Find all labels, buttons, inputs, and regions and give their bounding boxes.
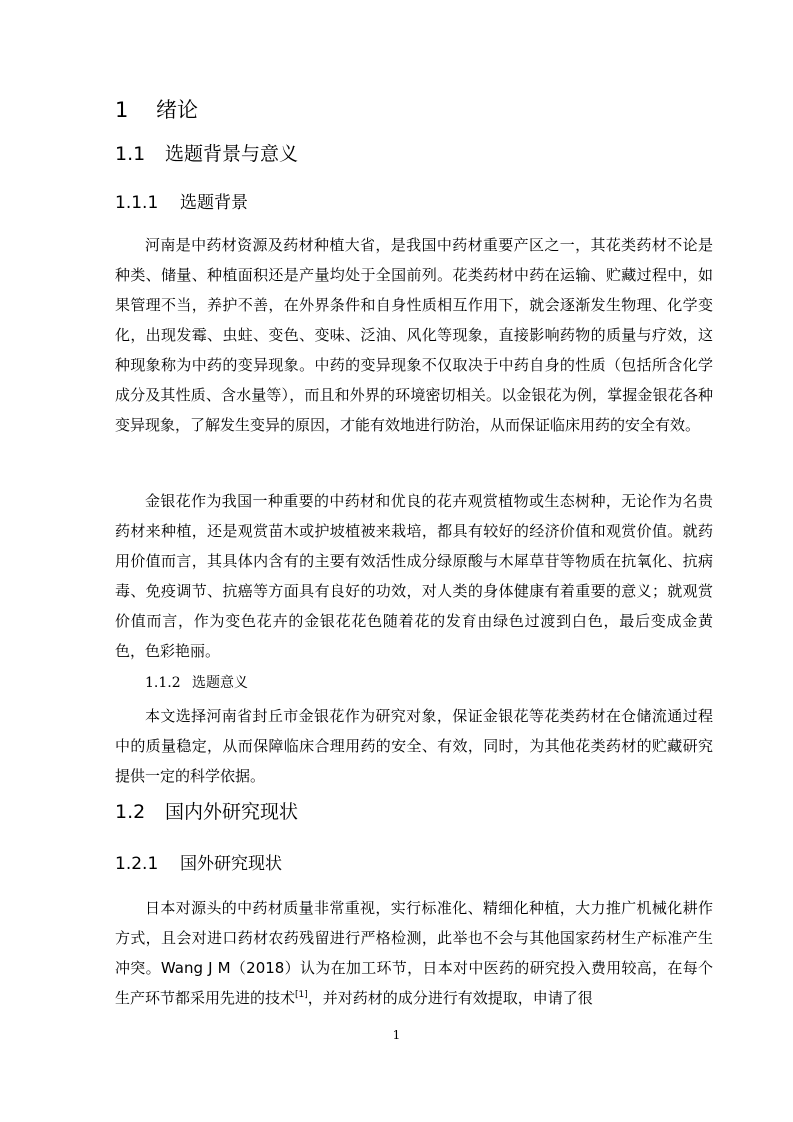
section-title: 选题背景与意义 [165,143,299,165]
subsection-heading-1-2-1 [115,849,282,874]
paragraph-foreign-research [115,893,713,1013]
paragraph-significance: 本文选择河南省封丘市金银花作为研究对象，保证金银花等花类药材在仓储流通过程中的质量稳定，从而保障临床合理用药的安全、有效，同时，为其他花类药材的贮藏研究提供一定的科学依据。 [115,707,713,785]
subsection-number: 1.2.1 [115,854,159,874]
subsection-title: 选题意义 [192,675,248,691]
subsection-number: 1.1.1 [115,193,159,213]
paragraph-text: 日本对源头的中药材质量非常重视，实行标准化、精细化种植，大力推广机械化耕作方式，且会对进口药材农药残留进行严格检测，此举也不会与其他国家药材生产标准产生冲突。Wang J M（2018）认为在加工环节，日本对中医药的研究投入费用较高，在每个生产环节都采用先进的技术 [115,899,713,1007]
chapter-heading [115,94,198,124]
chapter-title: 绪论 [156,98,198,122]
section-heading-1-1 [115,139,298,166]
subsection-number: 1.1.2 [145,675,181,691]
subsection-title: 选题背景 [180,193,248,213]
paragraph-honeysuckle-value: 金银花作为我国一种重要的中药材和优良的花卉观赏植物或生态树种，无论作为名贵药材来种植，还是观赏苗木或护坡植被来栽培，都具有较好的经济价值和观赏价值。就药用价值而言，其具体内含有的主要有效活性成分绿原酸与木犀草苷等物质在抗氧化、抗病毒、免疫调节、抗癌等方面具有良好的功效，对人类的身体健康有着重要的意义；就观赏价值而言，作为变色花卉的金银花花色随着花的发育由绿色过渡到白色，最后变成金黄色，色彩艳丽。 [115,492,713,660]
section-heading-1-2 [115,797,298,824]
citation-reference[interactable]: [1] [295,990,308,1000]
subsection-heading-1-1-2 [145,672,248,692]
paragraph-text-continued: ，并对药材的成分进行有效提取，申请了很 [307,989,593,1007]
subsection-title: 国外研究现状 [180,854,282,874]
section-number: 1.2 [115,801,146,823]
section-number: 1.1 [115,143,146,165]
subsection-heading-1-1-1 [115,188,248,213]
paragraph-background: 河南是中药材资源及药材种植大省，是我国中药材重要产区之一，其花类药材不论是种类、储量、种植面积还是产量均处于全国前列。花类药材中药在运输、贮藏过程中，如果管理不当，养护不善，在外界条件和自身性质相互作用下，就会逐渐发生物理、化学变化，出现发霉、虫蛀、变色、变味、泛油、风化等现象，直接影响药物的质量与疗效，这种现象称为中药的变异现象。中药的变异现象不仅取决于中药自身的性质（包括所含化学成分及其性质、含水量等），而且和外界的环境密切相关。以金银花为例，掌握金银花各种变异现象，了解发生变异的原因，才能有效地进行防治，从而保证临床用药的安全有效。 [115,236,713,434]
page-number: 1 [392,1028,401,1042]
section-title: 国内外研究现状 [165,801,299,823]
chapter-number: 1 [115,98,129,122]
